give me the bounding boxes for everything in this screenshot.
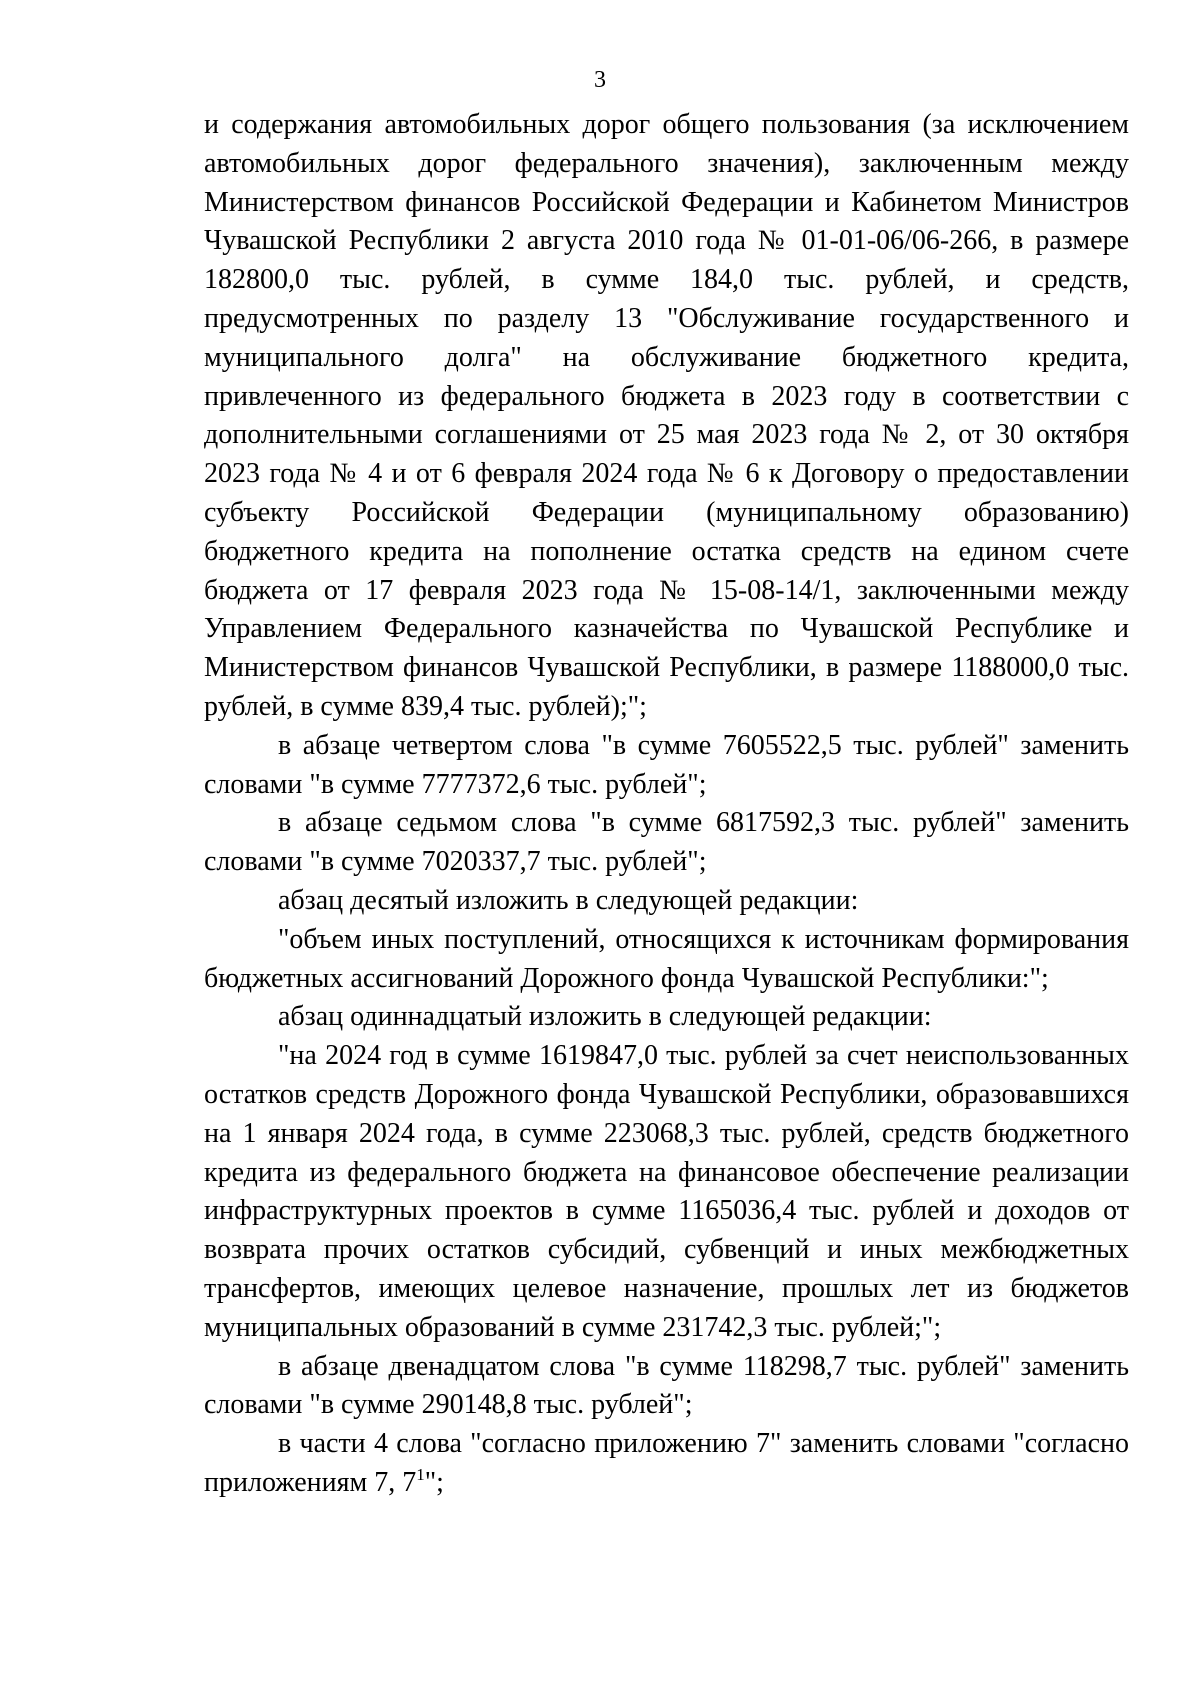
paragraph-3: в абзаце седьмом слова "в сумме 6817592,3 тыс. рублей" заменить словами "в сумме 7020337,7 тыс. рублей"; [204,807,1129,878]
paragraph-5: "объем иных поступлений, относящихся к источникам формирования бюджетных ассигнований Дорожного фонда Чувашской Республики:"; [204,923,1129,994]
paragraph-9-text: в части 4 слова "согласно приложению 7" заменить словами "согласно приложениям 7, 7 [204,1428,1129,1498]
paragraph-2: в абзаце четвертом слова "в сумме 7605522,5 тыс. рублей" заменить словами "в сумме 7777372,6 тыс. рублей"; [204,729,1129,800]
superscript-index: 1 [416,1464,425,1484]
paragraph-8: в абзаце двенадцатом слова "в сумме 118298,7 тыс. рублей" заменить словами "в сумме 290148,8 тыс. рублей"; [204,1350,1129,1421]
paragraph-7: "на 2024 год в сумме 1619847,0 тыс. рублей за счет неиспользованных остатков средств Дорожного фонда Чувашской Республики, образовавшихся на 1 января 2024 года, в сумме 223068,3 тыс. рублей, средств бюджетного кредита из федерального бюджета на финансовое обеспечение реализации инфраструктурных проектов в сумме 1165036,4 тыс. рублей и доходов от возврата прочих остатков субсидий, субвенций и иных межбюджетных трансфертов, имеющих целевое назначение, прошлых лет из бюджетов муниципальных образований в сумме 231742,3 тыс. рублей;"; [204,1040,1129,1343]
page-number: 3 [594,67,606,93]
document-body [204,106,1129,1503]
paragraph-9-tail: "; [424,1466,444,1498]
paragraph-6: абзац одиннадцатый изложить в следующей редакции: [278,1001,932,1033]
paragraph-9 [204,1425,1129,1503]
paragraph-1: и содержания автомобильных дорог общего пользования (за исключением автомобильных дорог федерального значения), заключенным между Министерством финансов Российской Федерации и Кабинетом Министров Чувашской Республики 2 августа 2010 года № 01-01-06/06-266, в размере 182800,0 тыс. рублей, в сумме 184,0 тыс. рублей, и средств, предусмотренных по разделу 13 "Обслуживание государственного и муниципального долга" на обслуживание бюджетного кредита, привлеченного из федерального бюджета в 2023 году в соответствии с дополнительными соглашениями от 25 мая 2023 года № 2, от 30 октября 2023 года № 4 и от 6 февраля 2024 года № 6 к Договору о предоставлении субъекту Российской Федерации (муниципальному образованию) бюджетного кредита на пополнение остатка средств на едином счете бюджета от 17 февраля 2023 года № 15-08-14/1, заключенными между Управлением Федерального казначейства по Чувашской Республике и Министерством финансов Чувашской Республики, в размере 1188000,0 тыс. рублей, в сумме 839,4 тыс. рублей);"; [204,109,1129,722]
paragraph-4: абзац десятый изложить в следующей редакции: [278,884,859,916]
